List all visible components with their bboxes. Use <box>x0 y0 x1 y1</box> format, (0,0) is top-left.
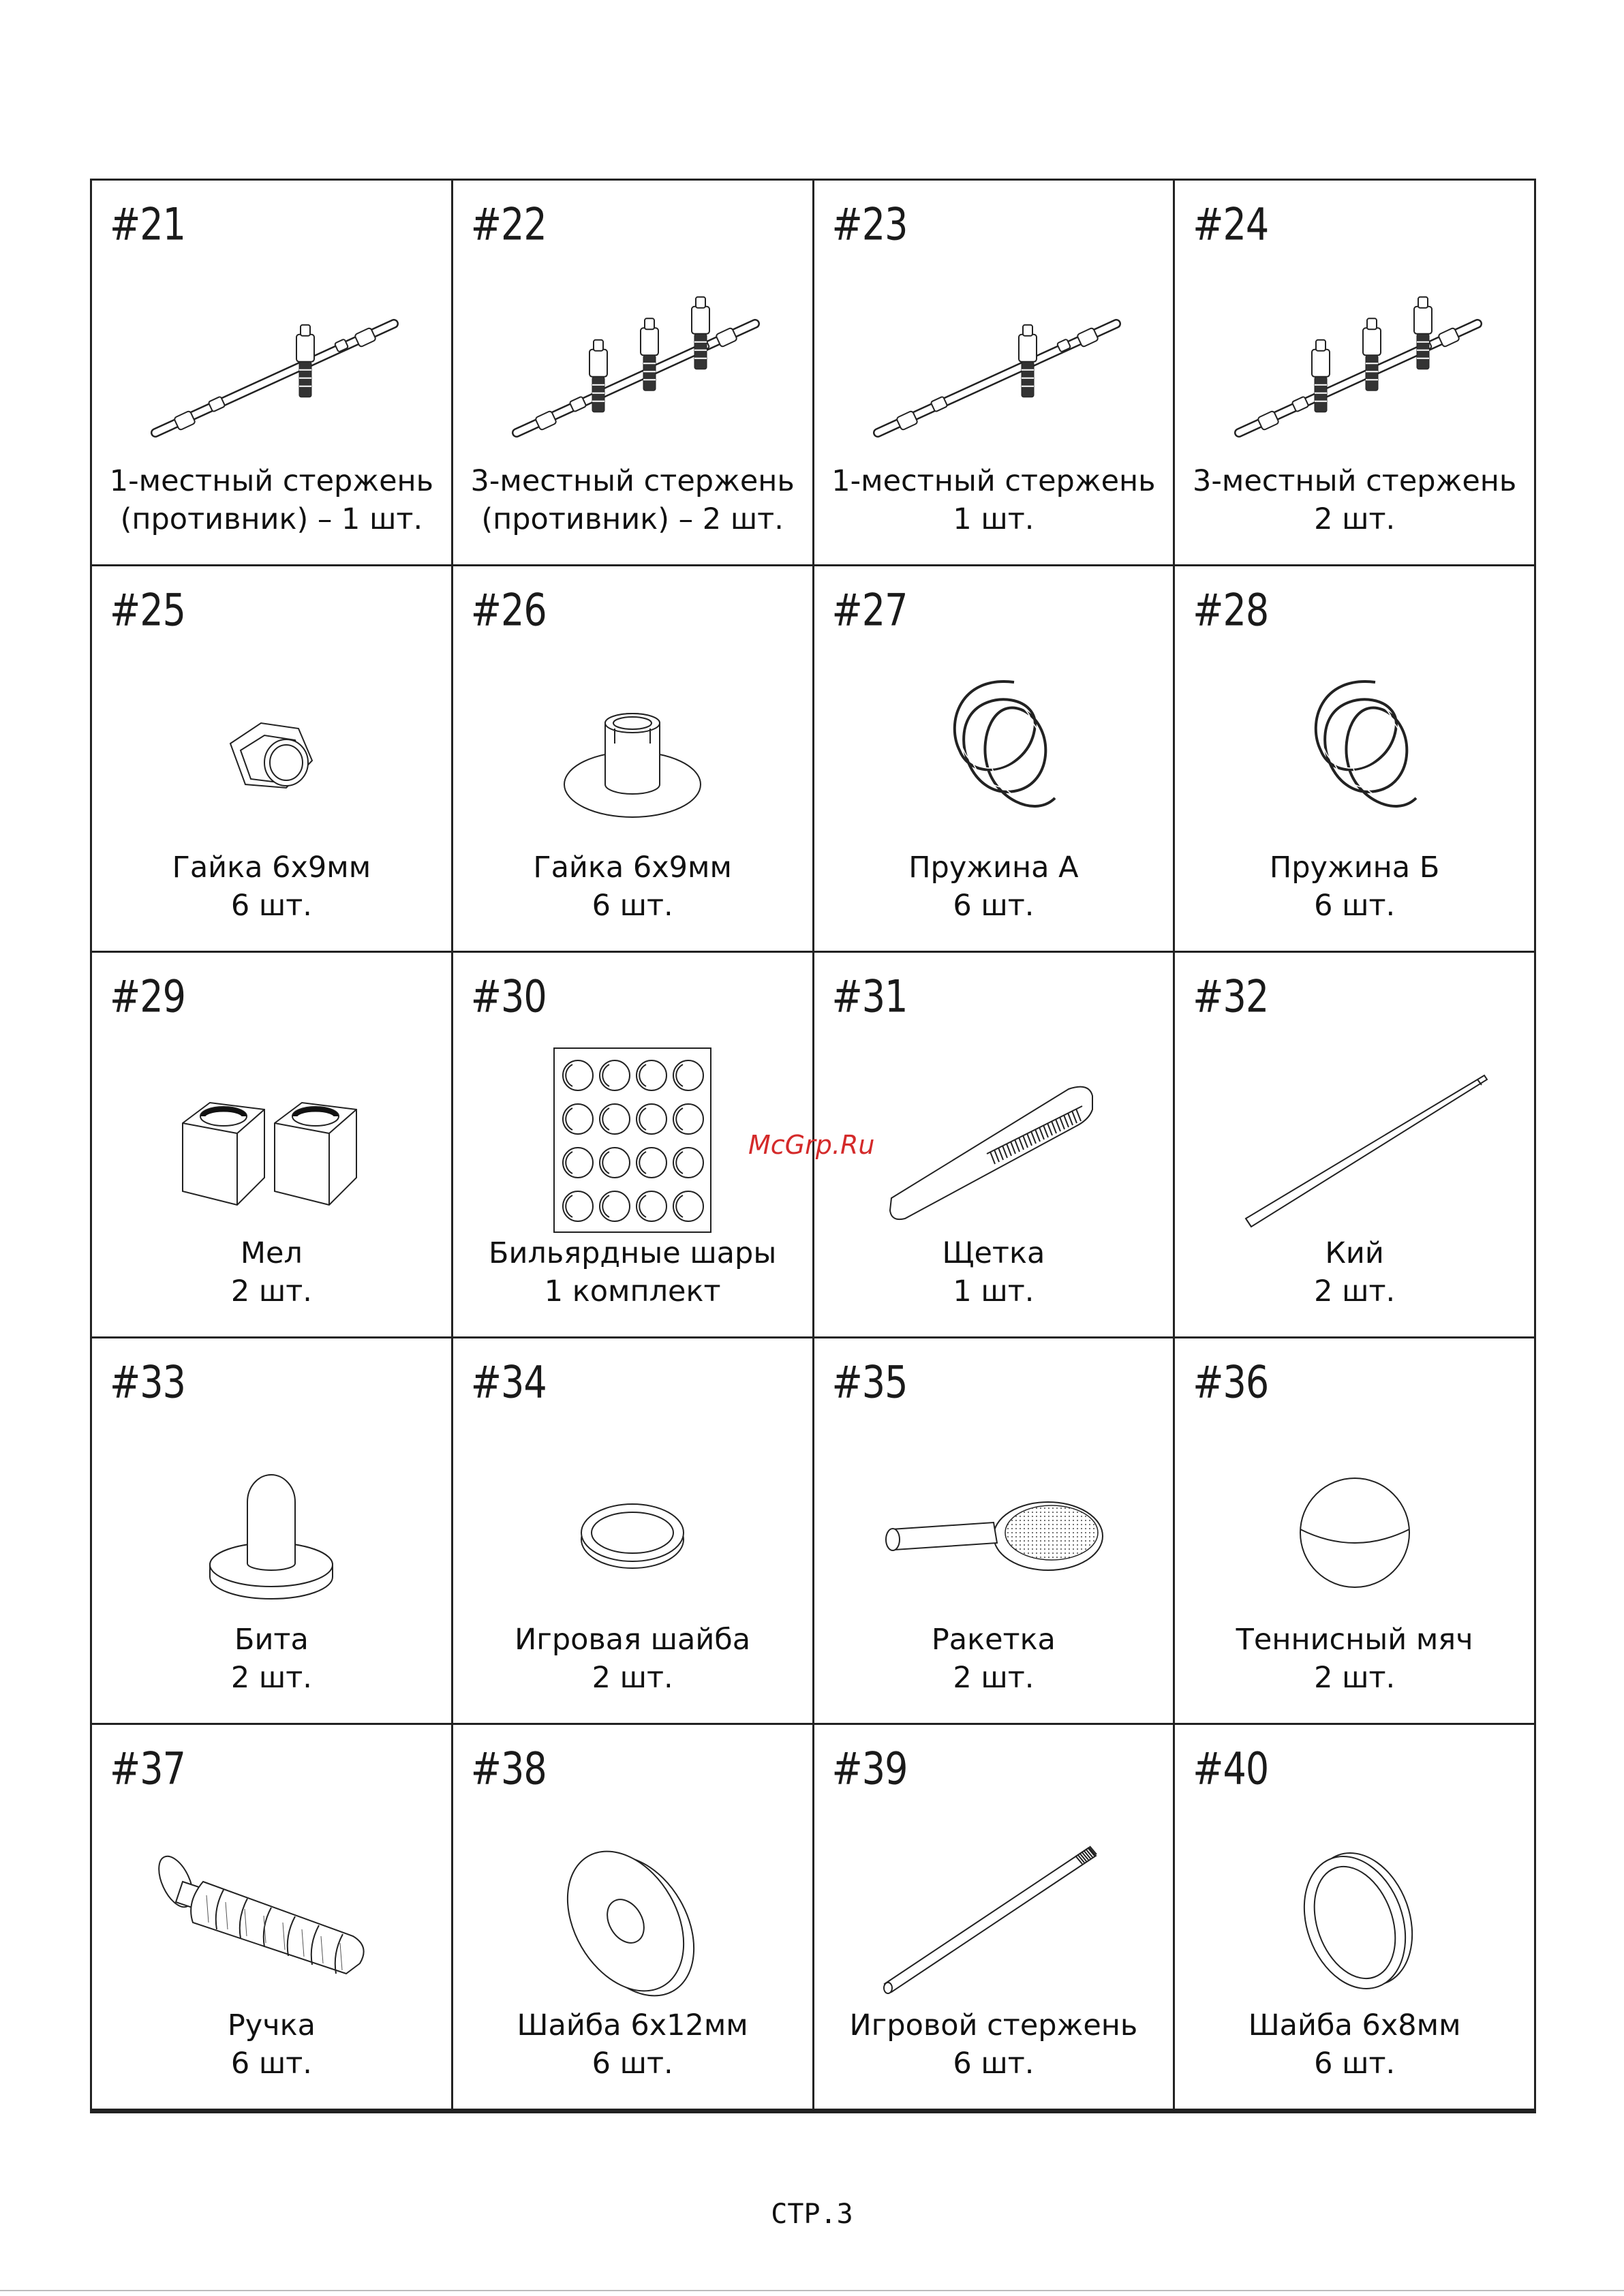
part-number: #40 <box>1193 1743 1269 1795</box>
part-cell <box>92 181 453 566</box>
part-cell <box>453 566 814 952</box>
part-quantity: 1 шт. <box>953 1274 1035 1309</box>
part-description <box>1175 2006 1534 2083</box>
part-number: #33 <box>110 1357 185 1409</box>
part-number: #21 <box>110 199 185 251</box>
part-cell <box>814 566 1176 952</box>
part-quantity: (противник) – 2 шт. <box>481 502 784 537</box>
part-name: 1-местный стержень <box>109 464 433 499</box>
page-number: СТР.3 <box>771 2199 853 2230</box>
part-description <box>814 1234 1174 1311</box>
part-description <box>814 1621 1174 1697</box>
part-description <box>1175 1234 1534 1311</box>
part-name: 1-местный стержень <box>831 464 1156 499</box>
part-quantity: 1 шт. <box>953 502 1035 537</box>
part-name: Бита <box>234 1622 309 1657</box>
part-cell <box>453 181 814 566</box>
mallet-icon <box>128 1420 414 1645</box>
part-cell <box>92 566 453 952</box>
billiard-balls-icon <box>489 1035 776 1259</box>
part-name: Щетка <box>942 1236 1045 1271</box>
watermark: McGrp.Ru <box>748 1130 875 1160</box>
part-number: #22 <box>470 199 547 251</box>
part-cell <box>814 181 1176 566</box>
part-number: #24 <box>1193 199 1269 251</box>
part-name: Бильярдные шары <box>488 1236 777 1271</box>
part-name: Ракетка <box>931 1622 1056 1657</box>
tennis-ball-icon <box>1212 1420 1498 1645</box>
part-number: #34 <box>470 1357 547 1409</box>
part-description <box>453 1234 812 1311</box>
part-name: 3-местный стержень <box>1193 464 1517 499</box>
handle-grip-icon <box>128 1807 414 2032</box>
part-number: #32 <box>1193 970 1269 1023</box>
part-description <box>814 848 1174 925</box>
part-name: 3-местный стержень <box>470 464 795 499</box>
part-name: Игровой стержень <box>849 2008 1138 2042</box>
part-quantity: 6 шт. <box>592 2047 673 2081</box>
cue-icon <box>1212 1035 1498 1259</box>
part-description <box>92 1234 451 1311</box>
part-description <box>814 462 1174 538</box>
part-quantity: 2 шт. <box>230 1660 312 1695</box>
part-quantity: (противник) – 1 шт. <box>120 502 423 537</box>
part-number: #39 <box>831 1743 908 1795</box>
part-cell <box>814 1338 1176 1724</box>
part-number: #29 <box>110 970 185 1023</box>
part-cell <box>1175 1338 1536 1724</box>
rod-1-player-icon <box>851 262 1137 487</box>
part-quantity: 6 шт. <box>592 888 673 923</box>
part-description <box>1175 1621 1534 1697</box>
part-description <box>1175 462 1534 538</box>
rod-3-player-icon <box>1212 262 1498 487</box>
part-quantity: 6 шт. <box>953 2047 1035 2081</box>
part-name: Игровая шайба <box>515 1622 751 1657</box>
part-quantity: 2 шт. <box>1314 1274 1396 1309</box>
part-name: Гайка 6х9мм <box>533 850 732 885</box>
part-number: #27 <box>831 585 908 637</box>
part-number: #36 <box>1193 1357 1269 1409</box>
part-name: Пружина Б <box>1269 850 1440 885</box>
brush-icon <box>851 1035 1137 1259</box>
part-cell <box>1175 953 1536 1338</box>
hex-nut-icon <box>128 648 414 873</box>
part-number: #35 <box>831 1357 908 1409</box>
part-name: Мел <box>240 1236 303 1271</box>
part-description <box>453 848 812 925</box>
part-name: Пружина А <box>908 850 1079 885</box>
puck-icon <box>489 1420 776 1645</box>
part-description <box>453 2006 812 2083</box>
part-cell <box>814 1725 1176 2111</box>
part-quantity: 6 шт. <box>1314 2047 1396 2081</box>
part-description <box>92 848 451 925</box>
part-quantity: 6 шт. <box>1314 888 1396 923</box>
part-cell <box>92 1725 453 2111</box>
part-number: #37 <box>110 1743 185 1795</box>
part-cell <box>1175 181 1536 566</box>
play-rod-icon <box>851 1807 1137 2032</box>
part-cell <box>1175 566 1536 952</box>
part-description <box>1175 848 1534 925</box>
page-bottom-rule <box>0 2290 1624 2291</box>
part-cell <box>453 1725 814 2111</box>
part-name: Шайба 6х8мм <box>1248 2008 1461 2042</box>
paddle-icon <box>851 1420 1137 1645</box>
part-number: #28 <box>1193 585 1269 637</box>
part-quantity: 6 шт. <box>230 2047 312 2081</box>
part-name: Кий <box>1325 1236 1384 1271</box>
part-quantity: 6 шт. <box>953 888 1035 923</box>
rod-1-player-icon <box>128 262 414 487</box>
washer-split-icon <box>1212 1807 1498 2032</box>
spring-a-icon <box>851 648 1137 873</box>
part-number: #30 <box>470 970 547 1023</box>
part-cell <box>92 953 453 1338</box>
rod-3-player-icon <box>489 262 776 487</box>
part-cell <box>453 1338 814 1724</box>
part-quantity: 1 комплект <box>544 1274 721 1309</box>
part-quantity: 2 шт. <box>1314 1660 1396 1695</box>
part-quantity: 2 шт. <box>953 1660 1035 1695</box>
part-description <box>453 462 812 538</box>
flange-nut-icon <box>489 648 776 873</box>
part-quantity: 2 шт. <box>230 1274 312 1309</box>
part-description <box>814 2006 1174 2083</box>
part-name: Теннисный мяч <box>1236 1622 1473 1657</box>
part-description <box>92 462 451 538</box>
chalk-icon <box>128 1035 414 1259</box>
part-name: Гайка 6х9мм <box>172 850 371 885</box>
part-cell <box>92 1338 453 1724</box>
part-quantity: 2 шт. <box>1314 502 1396 537</box>
part-number: #31 <box>831 970 908 1023</box>
part-name: Ручка <box>227 2008 316 2042</box>
spring-b-icon <box>1212 648 1498 873</box>
part-description <box>453 1621 812 1697</box>
washer-large-icon <box>489 1807 776 2032</box>
part-number: #26 <box>470 585 547 637</box>
part-cell <box>1175 1725 1536 2111</box>
part-number: #38 <box>470 1743 547 1795</box>
part-name: Шайба 6х12мм <box>517 2008 748 2042</box>
part-description <box>92 2006 451 2083</box>
part-quantity: 6 шт. <box>230 888 312 923</box>
part-number: #23 <box>831 199 908 251</box>
part-number: #25 <box>110 585 185 637</box>
part-quantity: 2 шт. <box>592 1660 673 1695</box>
part-description <box>92 1621 451 1697</box>
